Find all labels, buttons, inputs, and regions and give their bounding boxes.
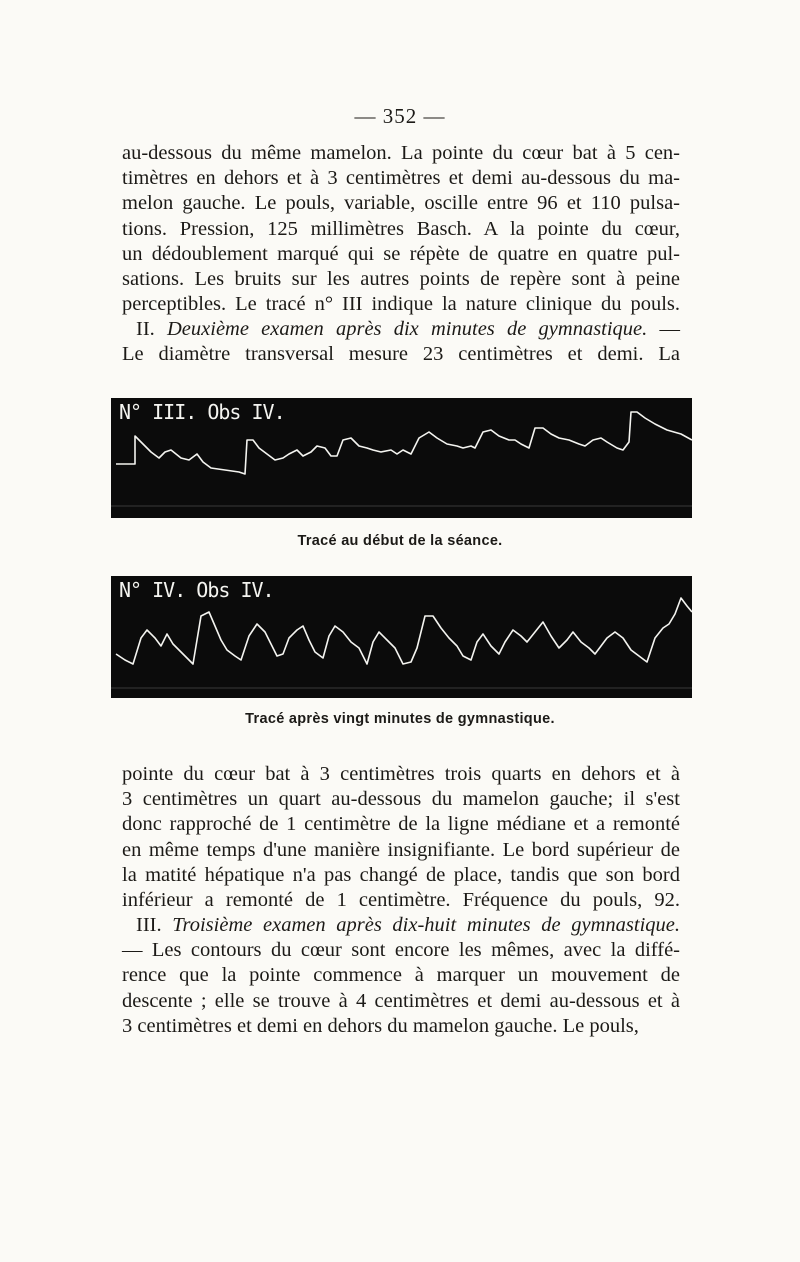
text-line: en même temps d'une manière insignifiante. Le bord supérieur de: [122, 838, 680, 861]
text-line: rence que la pointe commence à marquer un mouvement de: [122, 964, 680, 987]
pulse-tracing-figure-4: [111, 576, 692, 698]
pulse-tracing-figure-3: [111, 398, 692, 518]
text-line: perceptibles. Le tracé n° III indique la nature clinique du pouls.: [122, 293, 680, 316]
text-line: au-dessous du même mamelon. La pointe du cœur bat à 5 cen-: [122, 142, 680, 164]
text-line: sations. Les bruits sur les autres points de repère sont à peine: [122, 268, 680, 291]
em-dash: —: [647, 318, 681, 340]
figure-label: N° IV. Obs IV.: [119, 578, 274, 602]
heading-line: [122, 913, 680, 938]
section-2-heading: [122, 317, 680, 367]
figure-caption: Tracé au début de la séance.: [297, 533, 503, 549]
figure-caption: Tracé après vingt minutes de gymnastique.: [245, 711, 555, 727]
text-line: Le diamètre transversal mesure 23 centimètres et demi. La: [122, 343, 680, 366]
text-line: — Les contours du cœur sont encore les mêmes, avec la diffé-: [122, 939, 680, 962]
text-line: un dédoublement marqué qui se répète de quatre en quatre pul-: [122, 242, 680, 265]
section-title: Troisième examen après dix-huit minutes de gymnastique.: [172, 914, 680, 936]
text-line: tions. Pression, 125 millimètres Basch. A la pointe du cœur,: [122, 217, 680, 240]
text-line: descente ; elle se trouve à 4 centimètres et demi au-dessous et à: [122, 989, 680, 1012]
section-title: Deuxième examen après dix minutes de gymnastique.: [167, 318, 648, 340]
text-line: melon gauche. Le pouls, variable, oscille entre 96 et 110 pulsa-: [122, 192, 680, 215]
figure-label: N° III. Obs IV.: [119, 400, 285, 424]
text-line: la matité hépatique n'a pas changé de place, tandis que son bord: [122, 863, 680, 886]
section-number: II.: [136, 318, 155, 340]
page-number: — 352 —: [354, 104, 446, 128]
text-line: inférieur a remonté de 1 centimètre. Fréquence du pouls, 92.: [122, 889, 680, 912]
paragraph-1: [122, 141, 680, 317]
text-line: 3 centimètres un quart au-dessous du mamelon gauche; il s'est: [122, 788, 680, 811]
section-number: III.: [136, 914, 162, 936]
paragraph-3: [122, 762, 680, 913]
text-line: 3 centimètres et demi en dehors du mamelon gauche. Le pouls,: [122, 1014, 639, 1037]
text-line: timètres en dehors et à 3 centimètres et demi au-dessous du ma-: [122, 167, 680, 190]
text-line: donc rapproché de 1 centimètre de la ligne médiane et a remonté: [122, 813, 680, 836]
section-3: [122, 913, 680, 1039]
text-line: pointe du cœur bat à 3 centimètres trois quarts en dehors et à: [122, 763, 680, 785]
heading-line: [122, 317, 680, 342]
